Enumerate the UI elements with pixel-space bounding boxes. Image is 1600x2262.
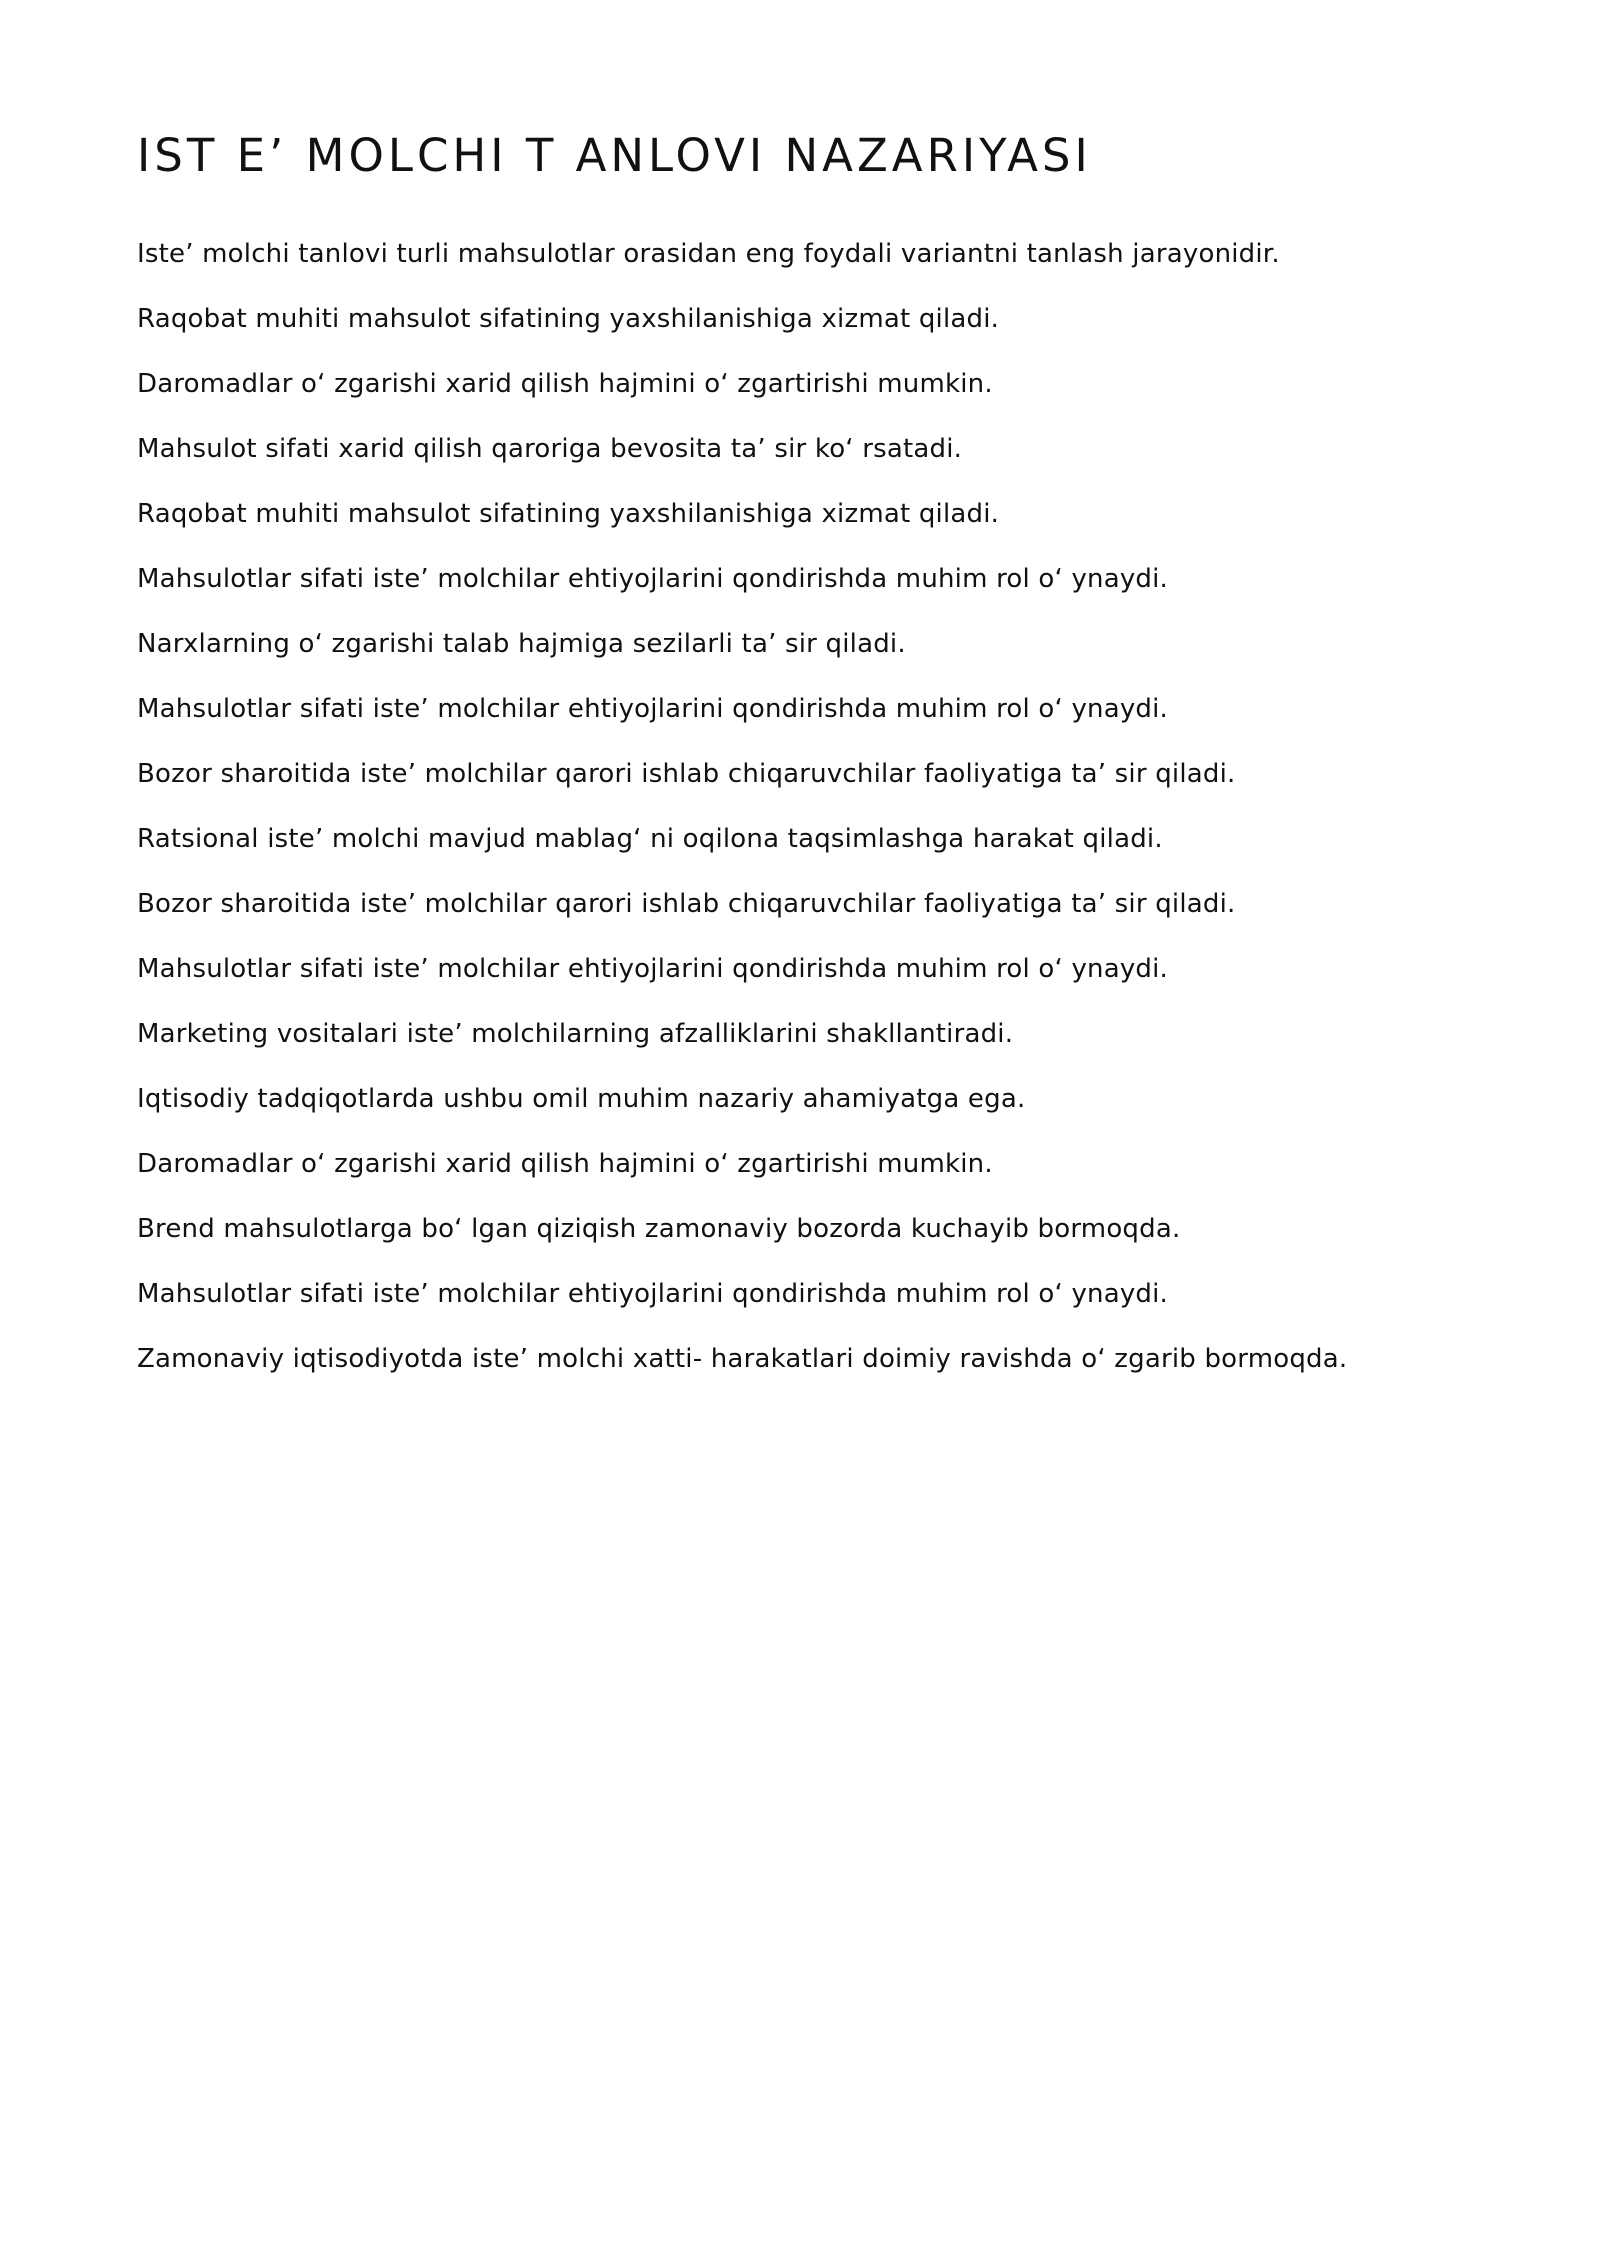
paragraph: Iste’ molchi tanlovi turli mahsulotlar orasidan eng foydali variantni tanlash jarayonidir. xyxy=(137,239,1280,269)
paragraph: Bozor sharoitida iste’ molchilar qarori ishlab chiqaruvchilar faoliyatiga ta’ sir qiladi. xyxy=(137,759,1236,789)
document-title: IST E’ MOLCHI T ANLOVI NAZARIYASI xyxy=(137,129,1092,182)
paragraph: Mahsulot sifati xarid qilish qaroriga bevosita ta’ sir ko‘ rsatadi. xyxy=(137,434,963,464)
document-page xyxy=(137,128,1477,1404)
paragraph: Mahsulotlar sifati iste’ molchilar ehtiyojlarini qondirishda muhim rol o‘ ynaydi. xyxy=(137,564,1169,594)
paragraph: Brend mahsulotlarga bo‘ lgan qiziqish zamonaviy bozorda kuchayib bormoqda. xyxy=(137,1214,1181,1244)
paragraph: Zamonaviy iqtisodiyotda iste’ molchi xatti- harakatlari doimiy ravishda o‘ zgarib bormoqda. xyxy=(137,1344,1348,1374)
paragraph-list xyxy=(137,234,1477,1404)
paragraph: Bozor sharoitida iste’ molchilar qarori ishlab chiqaruvchilar faoliyatiga ta’ sir qiladi. xyxy=(137,889,1236,919)
paragraph: Marketing vositalari iste’ molchilarning afzalliklarini shakllantiradi. xyxy=(137,1019,1014,1049)
paragraph: Narxlarning o‘ zgarishi talab hajmiga sezilarli ta’ sir qiladi. xyxy=(137,629,906,659)
paragraph: Mahsulotlar sifati iste’ molchilar ehtiyojlarini qondirishda muhim rol o‘ ynaydi. xyxy=(137,1279,1169,1309)
paragraph: Daromadlar o‘ zgarishi xarid qilish hajmini o‘ zgartirishi mumkin. xyxy=(137,369,993,399)
paragraph: Mahsulotlar sifati iste’ molchilar ehtiyojlarini qondirishda muhim rol o‘ ynaydi. xyxy=(137,694,1169,724)
paragraph: Iqtisodiy tadqiqotlarda ushbu omil muhim nazariy ahamiyatga ega. xyxy=(137,1084,1026,1114)
paragraph: Raqobat muhiti mahsulot sifatining yaxshilanishiga xizmat qiladi. xyxy=(137,304,1000,334)
paragraph: Mahsulotlar sifati iste’ molchilar ehtiyojlarini qondirishda muhim rol o‘ ynaydi. xyxy=(137,954,1169,984)
paragraph: Ratsional iste’ molchi mavjud mablag‘ ni oqilona taqsimlashga harakat qiladi. xyxy=(137,824,1163,854)
paragraph: Daromadlar o‘ zgarishi xarid qilish hajmini o‘ zgartirishi mumkin. xyxy=(137,1149,993,1179)
paragraph: Raqobat muhiti mahsulot sifatining yaxshilanishiga xizmat qiladi. xyxy=(137,499,1000,529)
